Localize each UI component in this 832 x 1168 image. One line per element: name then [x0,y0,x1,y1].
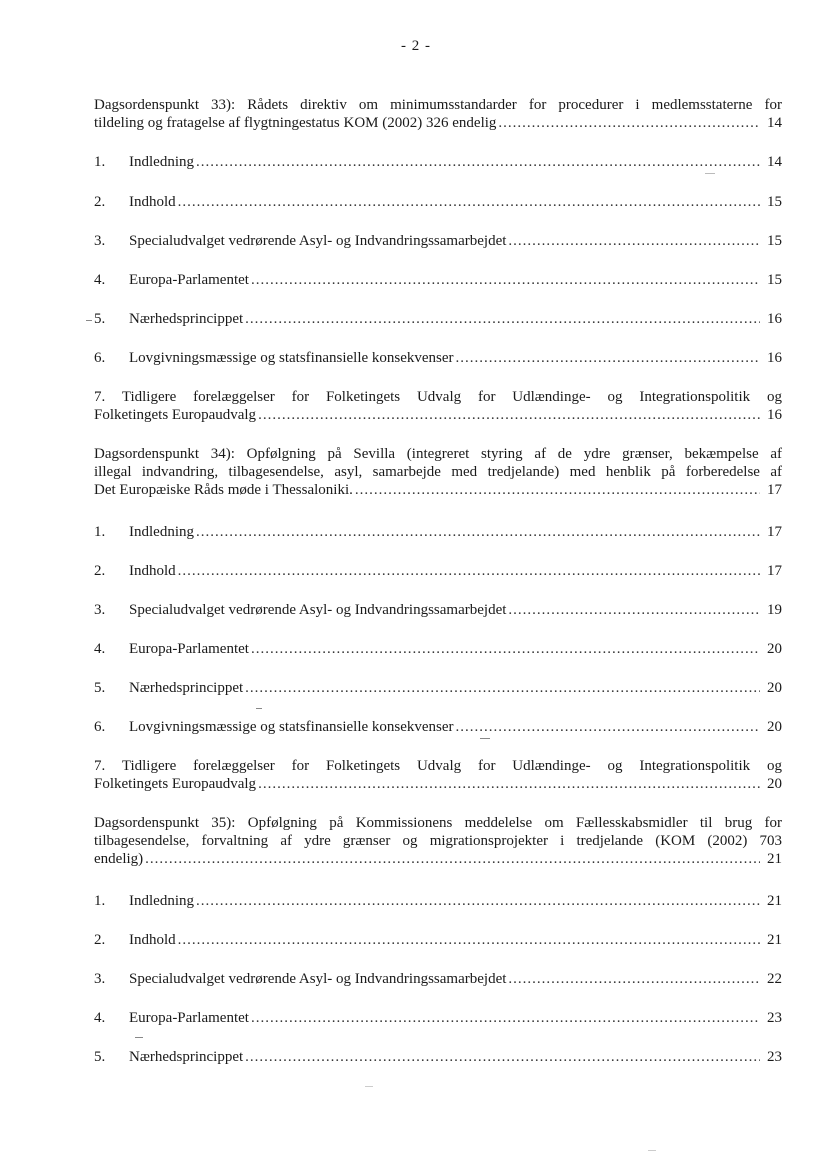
item-number: 6. [94,350,106,366]
page-ref: 14 [767,115,782,131]
toc-item[interactable] [94,523,782,541]
dot-leader [178,193,760,211]
page-ref: 15 [767,272,782,288]
toc-item[interactable] [94,1048,782,1066]
item-number: 2. [94,563,106,579]
item-label: Lovgivningsmæssige og statsfinansielle konsekvenser [129,350,454,366]
page-ref: 19 [767,602,782,618]
toc-item[interactable] [94,640,782,658]
dot-leader [508,232,760,250]
page-ref: 23 [767,1049,782,1065]
item-number: 6. [94,719,106,735]
dot-leader [251,271,760,289]
section-heading[interactable] [94,814,782,868]
toc-item[interactable] [94,562,782,580]
section-heading[interactable] [94,96,782,132]
item-number: 4. [94,1010,106,1026]
item-number: 3. [94,233,106,249]
toc-item[interactable] [94,388,782,424]
section-heading-line: Dagsordenspunkt 34): Opfølgning på Sevilla (integreret styring af de ydre grænser, bekæmpelse af [94,446,782,462]
item-number: 1. [94,893,106,909]
section-heading-line: illegal indvandring, tilbagesendelse, asyl, samarbejde med tredjelande) med henblik på forberedelse af [94,464,782,480]
section-heading-line: endelig) [94,851,144,867]
dot-leader [258,775,760,793]
dot-leader [245,310,760,328]
dot-leader [508,970,760,988]
dot-leader [178,562,760,580]
item-label-first-line: Tidligere forelæggelser for Folketingets Udvalg for Udlændinge- og Integrationspolitik og [121,758,782,774]
section-heading-line: tildeling og fratagelse af flygtningestatus KOM (2002) 326 endelig [94,115,497,131]
scan-speck [648,1150,656,1151]
item-number: 5. [94,680,106,696]
page-ref: 15 [767,194,782,210]
toc-item[interactable] [94,970,782,988]
toc-item[interactable] [94,193,782,211]
dot-leader [251,1009,760,1027]
item-number: 2. [94,932,106,948]
item-label: Nærhedsprincippet [129,311,244,327]
scan-speck [135,1037,143,1038]
toc-item[interactable] [94,271,782,289]
page-ref: 16 [767,407,782,423]
item-number: 7. [94,389,106,405]
toc-item[interactable] [94,232,782,250]
dot-leader [355,481,760,499]
toc-item[interactable] [94,931,782,949]
item-label: Nærhedsprincippet [129,680,244,696]
item-label-first-line: Tidligere forelæggelser for Folketingets Udvalg for Udlændinge- og Integrationspolitik og [121,389,782,405]
item-number: 4. [94,272,106,288]
dot-leader [196,523,760,541]
page-ref: 20 [767,680,782,696]
toc-item[interactable] [94,1009,782,1027]
section-heading-line: Dagsordenspunkt 33): Rådets direktiv om minimumsstandarder for procedurer i medlemsstaterne for [94,97,782,113]
page-ref: 21 [767,851,782,867]
toc-item[interactable] [94,757,782,793]
page-ref: 14 [767,154,782,170]
page-ref: 21 [767,893,782,909]
toc-item[interactable] [94,679,782,697]
item-label: Nærhedsprincippet [129,1049,244,1065]
page-ref: 16 [767,350,782,366]
item-label: Folketingets Europaudvalg [94,776,257,792]
section-heading-line: Dagsordenspunkt 35): Opfølgning på Kommissionens meddelelse om Fællesskabsmidler til brug for [94,815,782,831]
page-ref: 20 [767,719,782,735]
page-ref: 17 [767,563,782,579]
item-label: Specialudvalget vedrørende Asyl- og Indvandringssamarbejdet [129,971,507,987]
item-label: Specialudvalget vedrørende Asyl- og Indvandringssamarbejdet [129,233,507,249]
item-number: 3. [94,971,106,987]
page-ref: 17 [767,482,782,498]
item-label: Specialudvalget vedrørende Asyl- og Indvandringssamarbejdet [129,602,507,618]
item-number: 3. [94,602,106,618]
item-label: Europa-Parlamentet [129,1010,249,1026]
dot-leader [145,850,760,868]
dot-leader [251,640,760,658]
dot-leader [196,892,760,910]
page-ref: 17 [767,524,782,540]
item-number: 5. [94,1049,106,1065]
section-heading[interactable] [94,445,782,499]
item-label: Europa-Parlamentet [129,272,249,288]
dot-leader [456,349,760,367]
item-label: Lovgivningsmæssige og statsfinansielle konsekvenser [129,719,454,735]
scan-speck [256,708,262,709]
dot-leader [178,931,760,949]
item-label: Indledning [129,893,194,909]
section-heading-line: tilbagesendelse, forvaltning af ydre grænser og migrationsprojekter i tredjelande (KOM (2002) 703 [94,833,782,849]
toc-item[interactable] [94,310,782,328]
item-label: Indhold [129,194,176,210]
section-heading-line: Det Europæiske Råds møde i Thessaloniki. [94,482,353,498]
dot-leader [245,1048,760,1066]
page-ref: 22 [767,971,782,987]
page-ref: 21 [767,932,782,948]
toc-item[interactable] [94,718,782,736]
scan-speck [480,738,490,739]
dot-leader [456,718,760,736]
scan-speck [705,173,715,174]
item-label: Indhold [129,932,176,948]
item-label: Indhold [129,563,176,579]
scan-speck [86,320,92,321]
item-label: Folketingets Europaudvalg [94,407,257,423]
item-number: 7. [94,758,106,774]
item-number: 1. [94,154,106,170]
toc-item[interactable] [94,892,782,910]
item-number: 2. [94,194,106,210]
item-label: Indledning [129,154,194,170]
item-number: 5. [94,311,106,327]
scan-speck [365,1086,373,1087]
item-label: Europa-Parlamentet [129,641,249,657]
item-number: 4. [94,641,106,657]
page-ref: 23 [767,1010,782,1026]
item-label: Indledning [129,524,194,540]
dot-leader [245,679,760,697]
dot-leader [508,601,760,619]
toc-item[interactable] [94,349,782,367]
page-ref: 20 [767,776,782,792]
dot-leader [258,406,760,424]
page-number: - 2 - [401,38,431,54]
item-number: 1. [94,524,106,540]
page-ref: 16 [767,311,782,327]
page-ref: 20 [767,641,782,657]
toc-item[interactable] [94,601,782,619]
page-ref: 15 [767,233,782,249]
dot-leader [498,114,760,132]
toc-item[interactable] [94,153,782,171]
dot-leader [196,153,760,171]
